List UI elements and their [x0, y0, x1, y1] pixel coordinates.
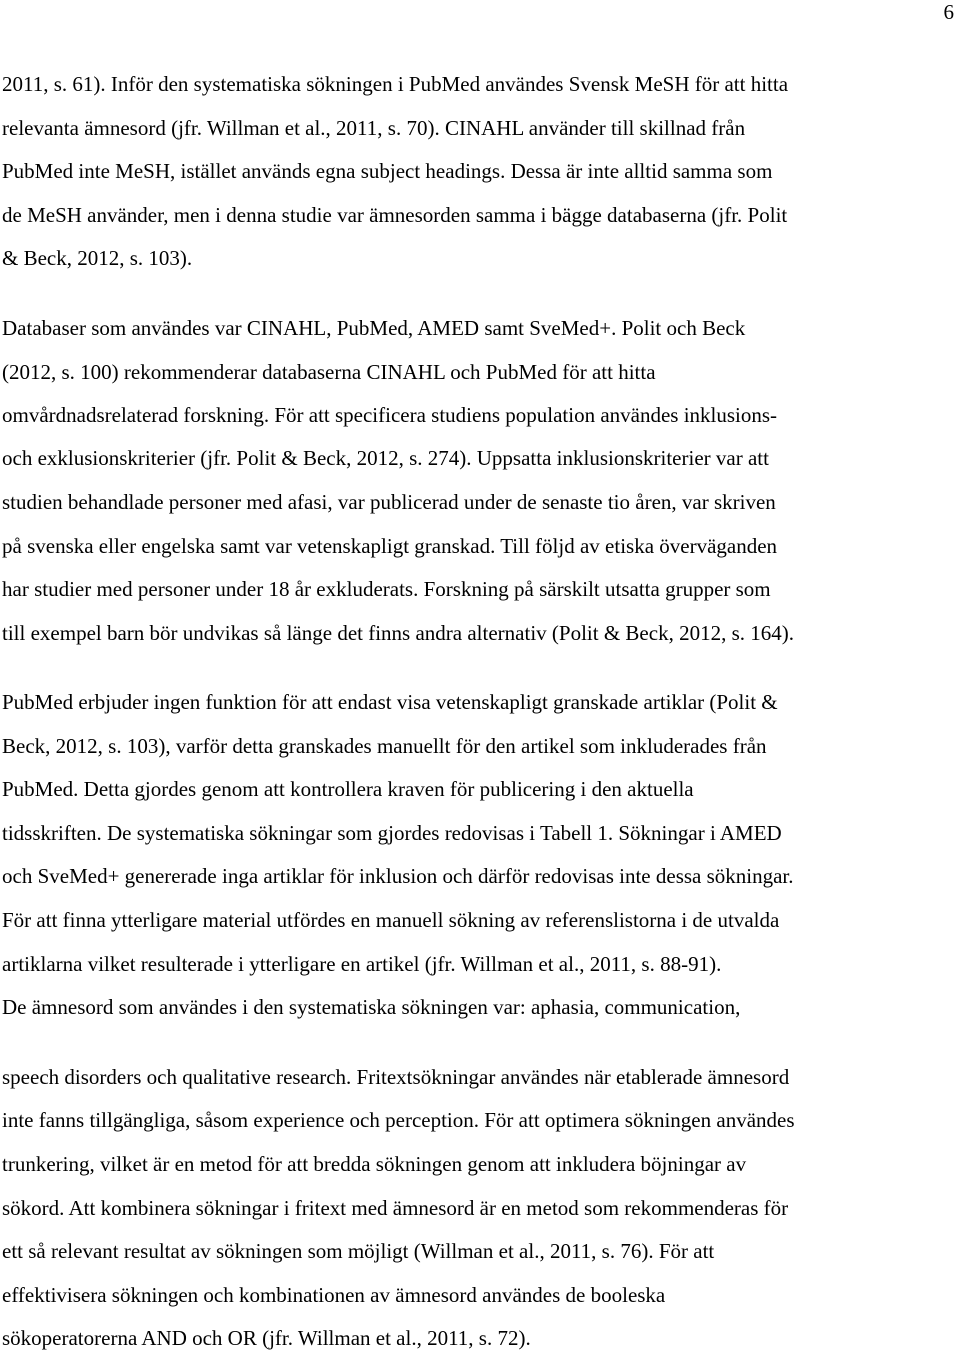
text-line: de MeSH använder, men i denna studie var ämnesorden samma i bägge databaserna (jfr. Polit [2, 203, 788, 227]
text-line: Beck, 2012, s. 103), varför detta granskades manuellt för den artikel som inkluderades från [2, 734, 767, 758]
text-line: på svenska eller engelska samt var vetenskapligt granskad. Till följd av etiska överväganden [2, 534, 778, 558]
text-line: PubMed inte MeSH, istället används egna subject headings. Dessa är inte alltid samma som [2, 159, 773, 183]
page-number: 6 [943, 0, 954, 24]
text-line: (2012, s. 100) rekommenderar databaserna CINAHL och PubMed för att hitta [2, 360, 656, 384]
text-line: De ämnesord som användes i den systematiska sökningen var: aphasia, communication, [2, 995, 741, 1019]
text-line: PubMed. Detta gjordes genom att kontrollera kraven för publicering i den aktuella [2, 777, 694, 801]
text-line: effektivisera sökningen och kombinationen av ämnesord användes de booleska [2, 1283, 666, 1307]
text-line: Databaser som användes var CINAHL, PubMed, AMED samt SveMed+. Polit och Beck [2, 316, 746, 340]
text-line: och SveMed+ genererade inga artiklar för inklusion och därför redovisas inte dessa sökningar. [2, 864, 794, 888]
text-line: artiklarna vilket resulterade i ytterligare en artikel (jfr. Willman et al., 2011, s. 88-91). [2, 952, 722, 976]
text-line: till exempel barn bör undvikas så länge det finns andra alternativ (Polit & Beck, 2012, s. 164). [2, 621, 794, 645]
text-line: och exklusionskriterier (jfr. Polit & Beck, 2012, s. 274). Uppsatta inklusionskriterier var att [2, 446, 769, 470]
text-line: speech disorders och qualitative research. Fritextsökningar användes när etablerade ämnesord [2, 1065, 790, 1089]
text-line: trunkering, vilket är en metod för att bredda sökningen genom att inkludera böjningar av [2, 1152, 747, 1176]
text-line: 2011, s. 61). Inför den systematiska sökningen i PubMed användes Svensk MeSH för att hitta [2, 72, 789, 96]
text-line: & Beck, 2012, s. 103). [2, 246, 193, 270]
text-line: sökoperatorerna AND och OR (jfr. Willman et al., 2011, s. 72). [2, 1326, 531, 1350]
text-line: tidsskriften. De systematiska sökningar som gjordes redovisas i Tabell 1. Sökningar i AMED [2, 821, 782, 845]
text-line: relevanta ämnesord (jfr. Willman et al., 2011, s. 70). CINAHL använder till skillnad från [2, 116, 746, 140]
text-line: PubMed erbjuder ingen funktion för att endast visa vetenskapligt granskade artiklar (Polit & [2, 690, 778, 714]
text-line: omvårdnadsrelaterad forskning. För att specificera studiens population användes inklusions- [2, 403, 778, 427]
text-line: inte fanns tillgängliga, såsom experience och perception. För att optimera sökningen användes [2, 1108, 795, 1132]
text-line: har studier med personer under 18 år exkluderats. Forskning på särskilt utsatta grupper som [2, 577, 771, 601]
text-line: studien behandlade personer med afasi, var publicerad under de senaste tio åren, var skriven [2, 490, 776, 514]
text-line: sökord. Att kombinera sökningar i fritext med ämnesord är en metod som rekommenderas för [2, 1196, 789, 1220]
text-line: För att finna ytterligare material utfördes en manuell sökning av referenslistorna i de utvalda [2, 908, 780, 932]
text-line: ett så relevant resultat av sökningen som möjligt (Willman et al., 2011, s. 76). För att [2, 1239, 715, 1263]
